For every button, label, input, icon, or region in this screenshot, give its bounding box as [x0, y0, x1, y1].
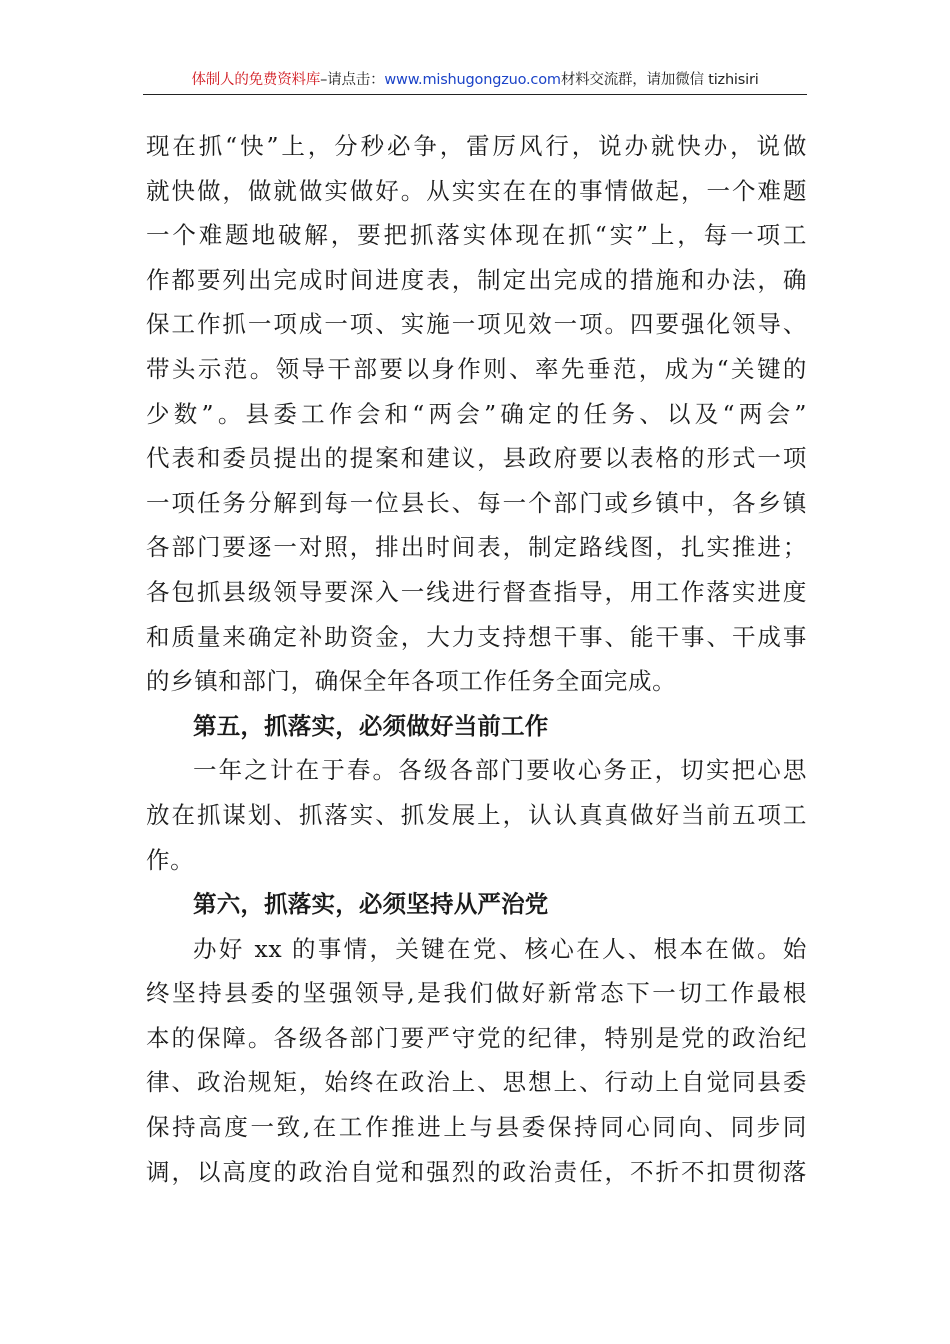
body-line: 代表和委员提出的提案和建议，县政府要以表格的形式一项: [146, 444, 807, 473]
body-line: 带头示范。领导干部要以身作则、率先垂范，成为“关键的: [146, 354, 807, 383]
section-heading-6: 第六，抓落实，必须坚持从严治党: [193, 890, 549, 919]
section-6-line: 调，以高度的政治自觉和强烈的政治责任，不折不扣贯彻落: [146, 1157, 807, 1186]
body-line: 一项任务分解到每一位县长、每一个部门或乡镇中，各乡镇: [146, 488, 807, 517]
body-line: 就快做，做就做实做好。从实实在在的事情做起，一个难题: [146, 176, 807, 205]
body-line: 和质量来确定补助资金，大力支持想干事、能干事、干成事: [146, 622, 807, 651]
body-line: 各部门要逐一对照，排出时间表，制定路线图，扎实推进；: [146, 533, 807, 562]
section-5-line: 放在抓谋划、抓落实、抓发展上，认认真真做好当前五项工: [146, 800, 807, 829]
body-line: 的乡镇和部门，确保全年各项工作任务全面完成。: [146, 667, 677, 696]
body-line: 少数”。县委工作会和“两会”确定的任务、以及“两会”: [146, 399, 807, 428]
header-prompt: –请点击：: [320, 72, 385, 88]
body-line: 现在抓“快”上，分秒必争，雷厉风行，说办就快办，说做: [146, 132, 807, 160]
section-6-line: 律、政治规矩，始终在政治上、思想上、行动上自觉同县委: [146, 1068, 807, 1097]
header-url-link[interactable]: www.mishugongzuo.com: [384, 72, 561, 88]
section-6-line: 终坚持县委的坚强领导,是我们做好新常态下一切工作最根: [146, 979, 807, 1008]
body-line: 各包抓县级领导要深入一线进行督查指导，用工作落实进度: [146, 577, 807, 606]
document-body: [146, 124, 807, 1194]
section-5-line: 一年之计在于春。各级各部门要收心务正，切实把心思: [193, 756, 807, 785]
section-heading-5: 第五，抓落实，必须做好当前工作: [193, 711, 549, 740]
section-6-line: 办好 xx 的事情，关键在党、核心在人、根本在做。始: [193, 934, 807, 963]
body-line: 一个难题地破解，要把抓落实体现在抓“实”上，每一项工: [146, 221, 807, 250]
body-line: 保工作抓一项成一项、实施一项见效一项。四要强化领导、: [146, 310, 807, 339]
header-brand: 体制人的免费资料库: [191, 72, 321, 88]
header-note: 材料交流群，请加微信 tizhisiri: [560, 72, 759, 88]
section-6-line: 保持高度一致,在工作推进上与县委保持同心同向、同步同: [146, 1113, 807, 1142]
section-6-line: 本的保障。各级各部门要严守党的纪律，特别是党的政治纪: [146, 1023, 807, 1052]
page-header: [143, 66, 807, 95]
body-line: 作都要列出完成时间进度表，制定出完成的措施和办法，确: [146, 265, 807, 294]
section-5-line: 作。: [146, 845, 195, 874]
